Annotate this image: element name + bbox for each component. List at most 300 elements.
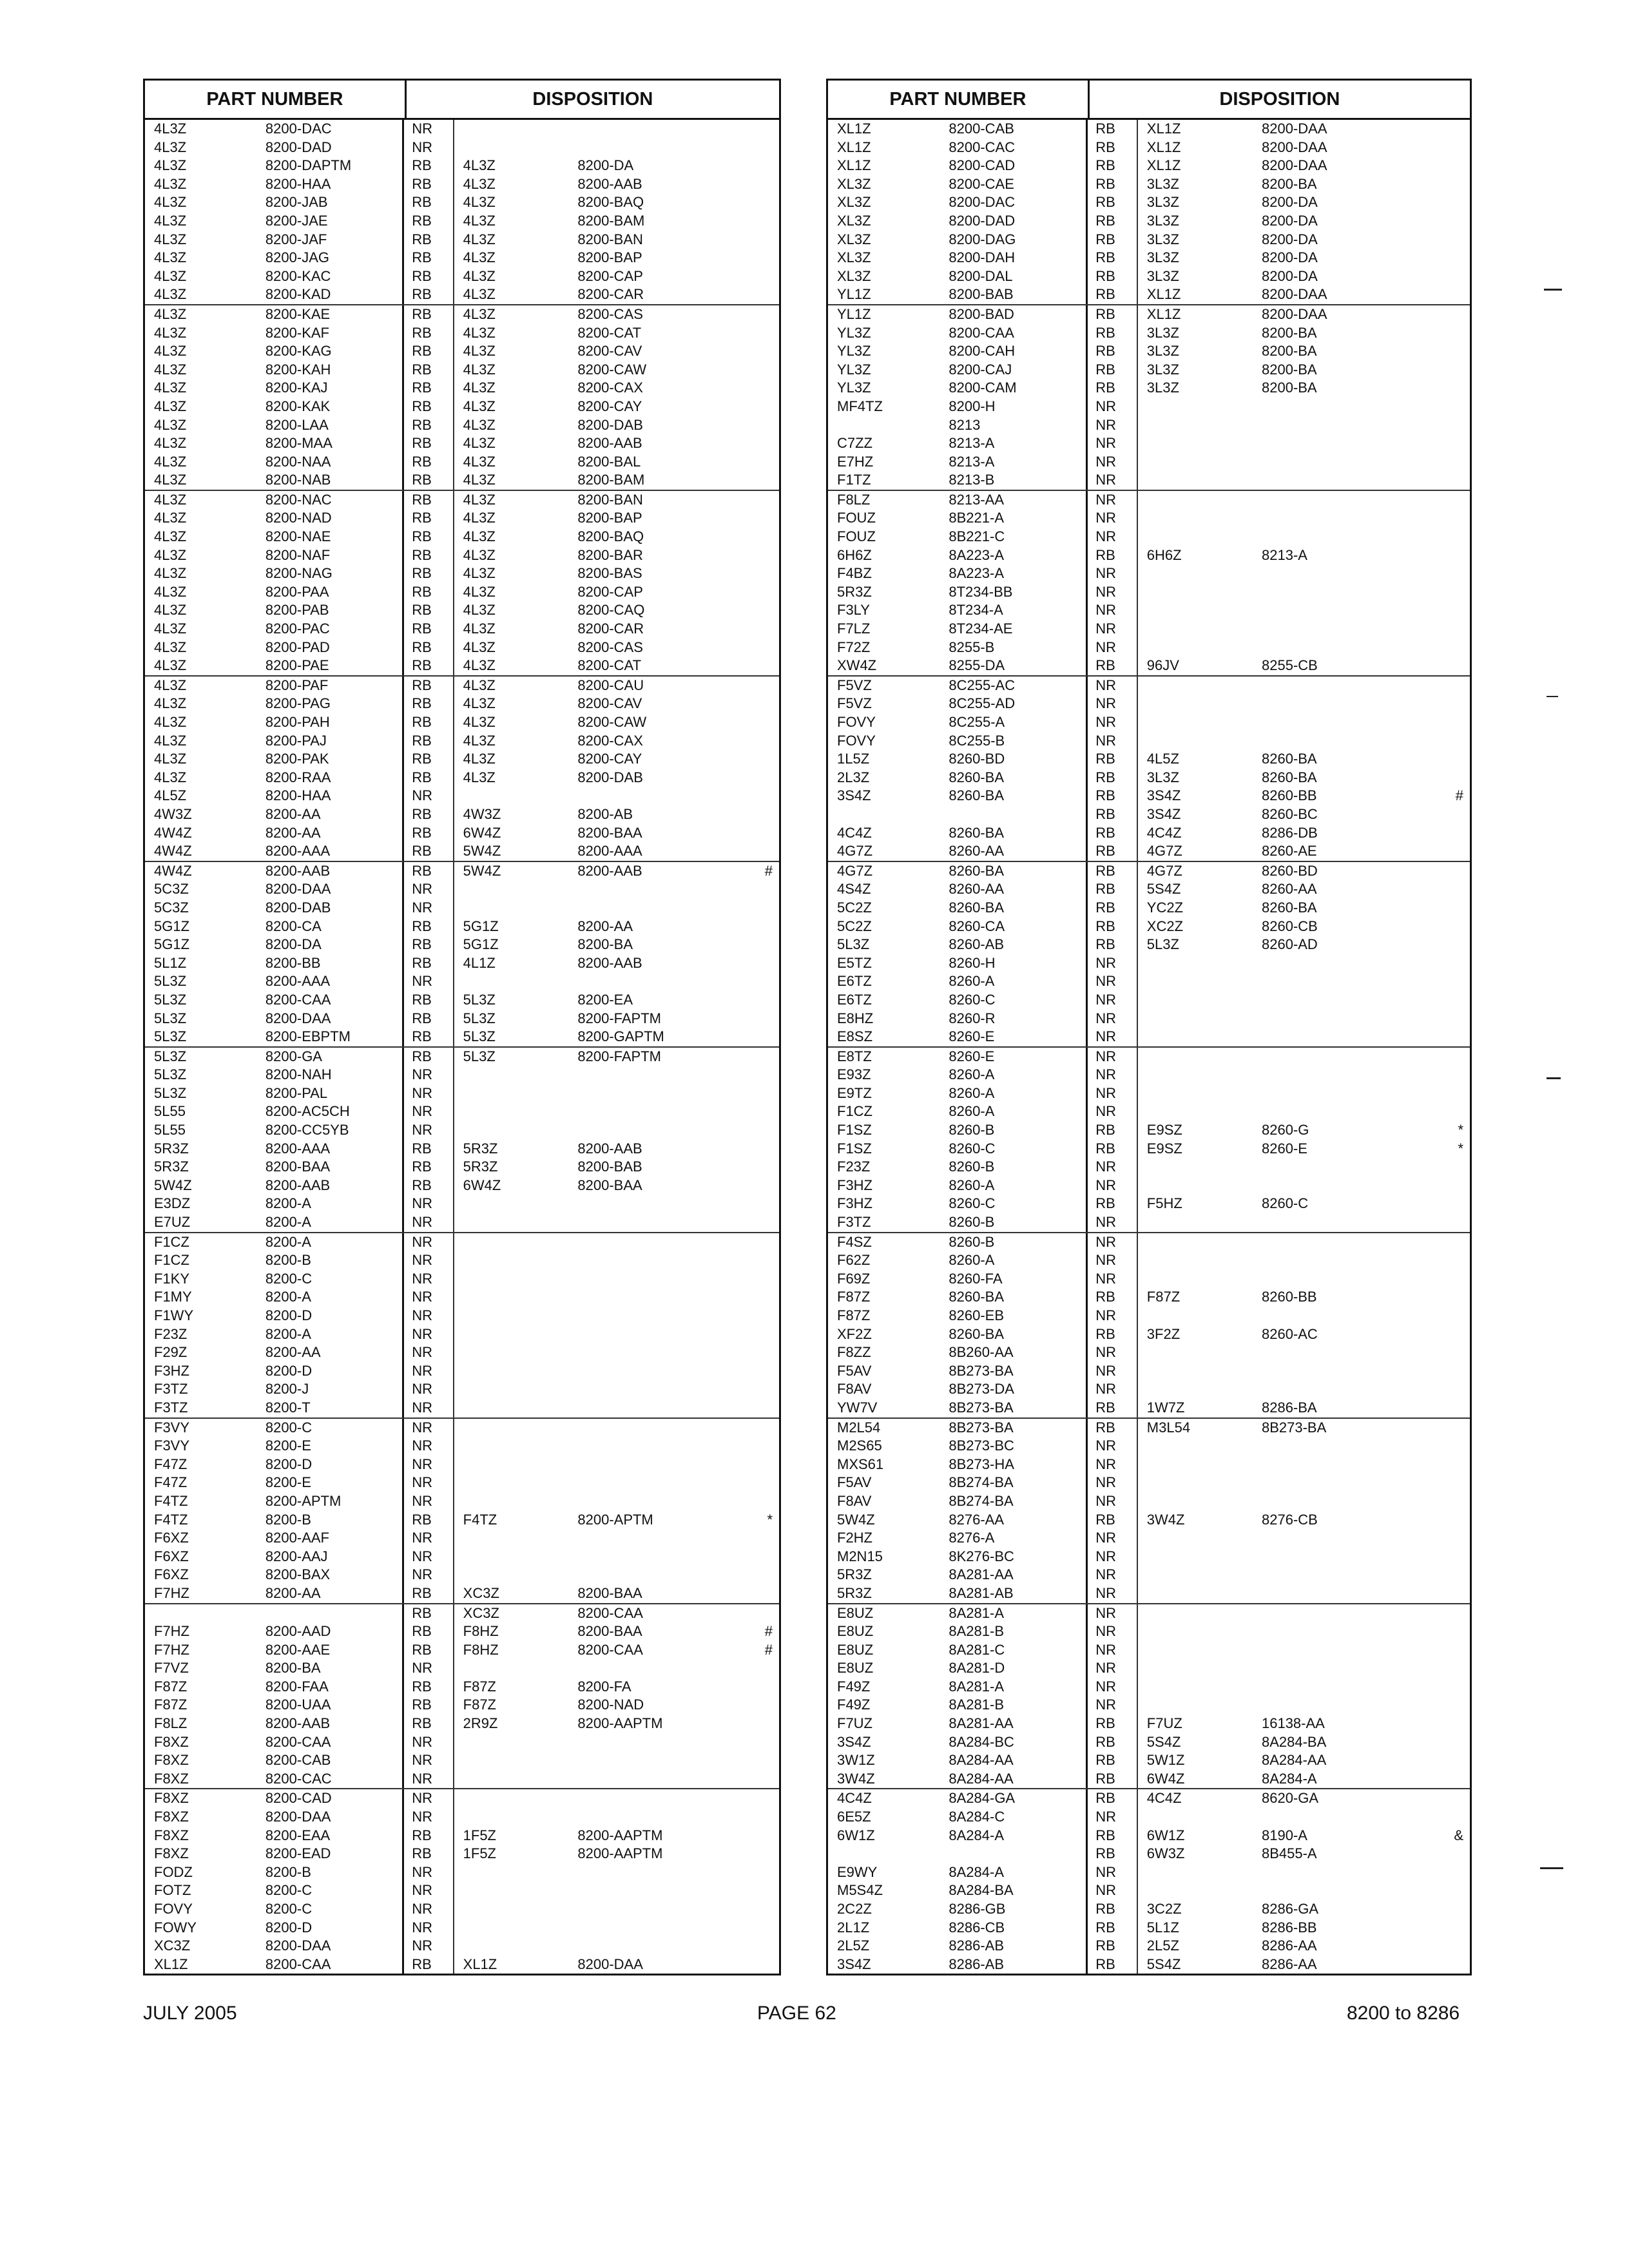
note-mark: *: [1458, 1122, 1464, 1139]
table-row: [828, 1028, 1470, 1046]
part-code: 8200-DAD: [949, 212, 1088, 231]
disposition-code: RB: [404, 285, 454, 304]
table-row: [828, 1827, 1470, 1845]
note-mark: [735, 1789, 779, 1808]
disposition-code: NR: [1088, 1307, 1138, 1325]
part-prefix: YL1Z: [837, 286, 871, 303]
disposition-code: NR: [1088, 1048, 1138, 1066]
part-code: 8T234-BB: [949, 583, 1088, 602]
table-row: [145, 1251, 779, 1270]
new-part-prefix: 3L3Z: [1146, 343, 1179, 360]
part-prefix: 4L3Z: [154, 769, 187, 785]
part-prefix: F87Z: [154, 1678, 188, 1695]
new-part-prefix: [454, 1770, 578, 1789]
table-row: [828, 1399, 1470, 1418]
row-group: [828, 304, 1470, 490]
new-part-code: [1262, 434, 1426, 453]
note-mark: [735, 1474, 779, 1492]
new-part-prefix: [454, 1121, 578, 1140]
disposition-code: NR: [404, 1659, 454, 1678]
disposition-code: RB: [1088, 285, 1138, 304]
note-mark: [1426, 1419, 1470, 1437]
new-part-prefix: [1138, 677, 1262, 695]
table-row: [828, 1529, 1470, 1548]
table-row: [828, 528, 1470, 546]
part-prefix: XC3Z: [154, 1937, 191, 1954]
new-part-code: 8286-AA: [1261, 1937, 1317, 1954]
disposition-code: NR: [1088, 1678, 1138, 1696]
new-part-code: [577, 1881, 735, 1900]
new-part-prefix: 4L3Z: [463, 732, 496, 749]
new-part-code: 8200-DA: [1261, 194, 1318, 211]
part-prefix: F5AV: [837, 1362, 872, 1379]
part-prefix: E9WY: [837, 1863, 878, 1880]
new-part-code: 8200-BAL: [577, 453, 641, 470]
table-row: [828, 564, 1470, 583]
disposition-code: NR: [1088, 1456, 1138, 1474]
note-mark: [735, 1066, 779, 1084]
note-mark: [1426, 713, 1470, 732]
note-mark: [735, 1343, 779, 1362]
new-part-code: [1262, 416, 1426, 435]
note-mark: [735, 1048, 779, 1066]
table-row: [828, 1195, 1470, 1213]
disposition-code: RB: [404, 954, 454, 973]
disposition-code: NR: [1088, 509, 1138, 528]
part-prefix: 6E5Z: [837, 1809, 871, 1825]
part-code: 8200-KAD: [265, 285, 404, 304]
new-part-prefix: 5L1Z: [1146, 1919, 1179, 1936]
note-mark: [1426, 1102, 1470, 1121]
part-code: 8200-PAF: [265, 677, 404, 695]
new-part-prefix: 3L3Z: [1146, 267, 1179, 284]
new-part-code: 8200-DAA: [1261, 120, 1327, 137]
disposition-code: NR: [1088, 1177, 1138, 1195]
table-row: [828, 1362, 1470, 1381]
new-part-prefix: [1138, 1213, 1262, 1232]
right-table-header: [828, 81, 1470, 120]
note-mark: [1426, 1251, 1470, 1270]
note-mark: [1426, 842, 1470, 861]
table-row: [828, 305, 1470, 324]
part-code: 8260-B: [949, 1233, 1088, 1252]
new-part-prefix: 3L3Z: [1146, 212, 1179, 229]
table-row: [828, 991, 1470, 1010]
table-row: [145, 546, 779, 565]
disposition-code: RB: [404, 267, 454, 286]
part-code: 8286-GB: [949, 1900, 1088, 1919]
part-code: 8T234-AE: [949, 620, 1088, 639]
part-prefix: 4L3Z: [154, 139, 187, 155]
new-part-prefix: 4G7Z: [1146, 862, 1182, 879]
new-part-code: 8200-BA: [1261, 324, 1317, 341]
part-prefix: 4L3Z: [154, 453, 187, 470]
part-prefix: F8AV: [837, 1492, 872, 1509]
new-part-code: 8200-DA: [1261, 231, 1318, 247]
new-part-prefix: 4W3Z: [463, 805, 501, 822]
note-mark: [735, 677, 779, 695]
table-row: [145, 1270, 779, 1289]
new-part-code: 8200-AA: [577, 918, 633, 934]
part-prefix: F1SZ: [837, 1140, 872, 1157]
part-prefix: F4TZ: [154, 1492, 188, 1509]
new-part-code: 8260-CB: [1261, 918, 1318, 934]
part-prefix: F49Z: [837, 1696, 871, 1713]
row-group: [828, 1232, 1470, 1418]
disposition-code: RB: [1088, 1715, 1138, 1733]
part-prefix: 5L3Z: [837, 936, 870, 953]
part-prefix: 4L3Z: [154, 175, 187, 192]
note-mark: [1426, 1437, 1470, 1456]
part-prefix: 5R3Z: [154, 1158, 189, 1175]
part-code: 8200-NAD: [265, 509, 404, 528]
part-code: 8276-AA: [949, 1511, 1088, 1530]
disposition-code: NR: [1088, 620, 1138, 639]
note-mark: [1426, 899, 1470, 918]
table-row: [145, 1770, 779, 1789]
note-mark: [735, 713, 779, 732]
new-part-prefix: 3L3Z: [1146, 324, 1179, 341]
disposition-code: RB: [404, 324, 454, 343]
disposition-code: RB: [404, 1641, 454, 1660]
note-mark: [1426, 1733, 1470, 1752]
new-part-code: [1262, 1492, 1426, 1511]
table-row: [145, 769, 779, 787]
note-mark: [735, 285, 779, 304]
table-row: [145, 267, 779, 286]
part-code: 8213-AA: [949, 491, 1088, 510]
part-code: 8200-JAG: [265, 249, 404, 267]
note-mark: [1426, 1474, 1470, 1492]
part-prefix: E8UZ: [837, 1641, 874, 1658]
disposition-code: RB: [404, 193, 454, 212]
disposition-code: RB: [1088, 880, 1138, 899]
table-row: [145, 1380, 779, 1399]
part-prefix: F8XZ: [154, 1752, 189, 1769]
part-prefix: F49Z: [837, 1678, 871, 1695]
part-code: 8200-CAM: [949, 379, 1088, 398]
part-prefix: F3HZ: [837, 1177, 872, 1193]
margin-mark: [1544, 289, 1562, 291]
table-row: [828, 1641, 1470, 1660]
note-mark: [1426, 1751, 1470, 1770]
disposition-code: NR: [404, 1751, 454, 1770]
new-part-code: [577, 1919, 735, 1937]
disposition-code: NR: [1088, 639, 1138, 657]
table-row: [145, 1937, 779, 1956]
note-mark: [1426, 305, 1470, 324]
new-part-code: 8200-CAX: [577, 380, 643, 396]
row-group: [145, 1788, 779, 1974]
new-part-code: 8286-BB: [1261, 1919, 1317, 1936]
new-part-code: [577, 1233, 735, 1252]
part-prefix: F1WY: [154, 1307, 194, 1323]
note-mark: [735, 120, 779, 139]
disposition-code: RB: [404, 936, 454, 954]
table-row: [145, 1325, 779, 1344]
new-part-code: [1262, 732, 1426, 751]
new-part-prefix: [1138, 1641, 1262, 1660]
note-mark: [1426, 434, 1470, 453]
row-group: [828, 1603, 1470, 1789]
disposition-code: RB: [1088, 267, 1138, 286]
new-part-code: [1262, 1251, 1426, 1270]
part-prefix: F87Z: [837, 1289, 871, 1305]
part-prefix: 4L3Z: [154, 120, 187, 137]
part-prefix: E6TZ: [837, 991, 872, 1008]
part-prefix: XL1Z: [837, 157, 871, 174]
new-part-code: [1262, 1863, 1426, 1882]
new-part-prefix: [454, 880, 578, 899]
new-part-prefix: 4L3Z: [463, 510, 496, 526]
table-row: [145, 787, 779, 805]
table-row: [145, 1437, 779, 1456]
new-part-prefix: 6W1Z: [1146, 1827, 1185, 1843]
new-part-prefix: [1138, 1808, 1262, 1827]
part-prefix: 5C2Z: [837, 918, 872, 934]
part-prefix: YL3Z: [837, 343, 871, 360]
part-prefix: XL3Z: [837, 194, 871, 211]
new-part-code: [1262, 528, 1426, 546]
part-prefix: 3S4Z: [837, 787, 871, 804]
new-part-prefix: F87Z: [1146, 1289, 1181, 1305]
new-part-code: [1262, 1066, 1426, 1084]
part-code: 8200-PAE: [265, 657, 404, 675]
disposition-code: RB: [404, 1956, 454, 1974]
table-row: [828, 880, 1470, 899]
new-part-code: 8213-A: [1261, 546, 1307, 563]
new-part-code: 8B273-BA: [1261, 1419, 1327, 1436]
note-mark: [735, 1751, 779, 1770]
new-part-code: 8260-BC: [1261, 805, 1318, 822]
new-part-prefix: 4L3Z: [463, 398, 496, 414]
note-mark: [735, 361, 779, 380]
disposition-code: NR: [404, 1288, 454, 1307]
disposition-code: RB: [404, 1604, 454, 1623]
part-code: 8200-DAG: [949, 231, 1088, 249]
new-part-code: [1262, 1622, 1426, 1641]
new-part-prefix: [454, 1937, 578, 1956]
disposition-code: NR: [404, 1566, 454, 1584]
table-row: [828, 713, 1470, 732]
table-row: [828, 732, 1470, 751]
new-part-prefix: [454, 1659, 578, 1678]
part-code: 8A284-A: [949, 1827, 1088, 1845]
new-part-code: 8200-FAPTM: [577, 1010, 661, 1026]
disposition-code: RB: [404, 305, 454, 324]
note-mark: [1426, 1584, 1470, 1603]
new-part-prefix: [454, 1751, 578, 1770]
new-part-prefix: [1138, 1343, 1262, 1362]
new-part-code: 8200-BAQ: [577, 528, 644, 545]
new-part-prefix: 4L3Z: [463, 639, 496, 655]
part-prefix: F62Z: [837, 1252, 871, 1269]
part-prefix: E7UZ: [154, 1214, 191, 1231]
disposition-code: RB: [404, 1622, 454, 1641]
part-code: 8200-B: [265, 1251, 404, 1270]
note-mark: [735, 1492, 779, 1511]
new-part-prefix: [1138, 1380, 1262, 1399]
note-mark: [735, 1084, 779, 1103]
part-prefix: 5L3Z: [154, 1066, 187, 1083]
part-prefix: 5W4Z: [154, 1177, 192, 1193]
new-part-code: 8260-G: [1261, 1122, 1309, 1139]
disposition-code: NR: [404, 1863, 454, 1882]
note-mark: [1426, 1863, 1470, 1882]
new-part-prefix: [1138, 1863, 1262, 1882]
new-part-code: [577, 1529, 735, 1548]
part-code: 8200-CAA: [265, 1956, 404, 1974]
new-part-code: 8200-AAB: [577, 862, 642, 879]
part-code: 8A284-BA: [949, 1881, 1088, 1900]
part-prefix: F1CZ: [154, 1252, 189, 1269]
disposition-code: RB: [404, 657, 454, 675]
note-mark: [1426, 120, 1470, 139]
disposition-code: RB: [1088, 1195, 1138, 1213]
note-mark: [1426, 528, 1470, 546]
part-code: 8200-PAH: [265, 713, 404, 732]
disposition-code: NR: [404, 1102, 454, 1121]
new-part-code: 8A284-A: [1261, 1770, 1317, 1787]
new-part-code: [1262, 991, 1426, 1010]
new-part-prefix: [1138, 1678, 1262, 1696]
new-part-code: [1262, 1659, 1426, 1678]
note-mark: [1426, 1659, 1470, 1678]
table-row: [828, 212, 1470, 231]
table-row: [828, 1140, 1470, 1158]
disposition-code: RB: [404, 695, 454, 713]
table-row: [145, 657, 779, 675]
part-code: 8200-DAA: [265, 1808, 404, 1827]
new-part-prefix: 4L3Z: [463, 361, 496, 378]
new-part-code: [1262, 713, 1426, 732]
new-part-code: 8200-BA: [577, 936, 633, 953]
table-row: [828, 453, 1470, 472]
disposition-code: RB: [404, 434, 454, 453]
table-row: [145, 899, 779, 918]
table-row: [828, 434, 1470, 453]
new-part-prefix: 4L3Z: [463, 714, 496, 730]
new-part-code: [1262, 695, 1426, 713]
new-part-prefix: [1138, 434, 1262, 453]
new-part-code: 8286-BA: [1261, 1399, 1317, 1416]
part-code: 8260-BD: [949, 750, 1088, 769]
disposition-code: RB: [404, 1158, 454, 1177]
new-part-code: 8200-CAR: [577, 286, 644, 303]
new-part-prefix: 4L3Z: [463, 602, 496, 619]
new-part-prefix: 4L3Z: [463, 657, 496, 674]
disposition-code: NR: [1088, 1604, 1138, 1623]
part-prefix: F8ZZ: [837, 1344, 871, 1361]
table-row: [145, 1548, 779, 1566]
note-mark: [1426, 639, 1470, 657]
note-mark: [1426, 1399, 1470, 1418]
disposition-code: NR: [404, 1380, 454, 1399]
disposition-code: NR: [404, 1808, 454, 1827]
part-prefix: 5G1Z: [154, 918, 190, 934]
table-row: [828, 157, 1470, 175]
new-part-code: [577, 1566, 735, 1584]
part-code: 8200-CAE: [949, 175, 1088, 194]
part-prefix: 4L3Z: [154, 435, 187, 452]
new-part-prefix: 6W4Z: [1146, 1770, 1185, 1787]
part-prefix: 2L3Z: [837, 769, 870, 785]
part-code: 8200-A: [265, 1233, 404, 1252]
new-part-code: [1262, 1604, 1426, 1623]
table-row: [828, 1659, 1470, 1678]
disposition-code: RB: [404, 379, 454, 398]
table-row: [828, 1808, 1470, 1827]
part-prefix: 4W4Z: [154, 824, 192, 841]
new-part-prefix: [1138, 1233, 1262, 1252]
part-prefix: 5L3Z: [154, 1010, 187, 1026]
disposition-code: RB: [1088, 120, 1138, 139]
part-code: 8A281-B: [949, 1622, 1088, 1641]
part-prefix: 4L3Z: [154, 305, 187, 322]
part-prefix: 4L3Z: [154, 620, 187, 637]
part-code: 8200-NAA: [265, 453, 404, 472]
new-part-code: 8A284-BA: [1261, 1733, 1327, 1750]
part-code: 8200-JAB: [265, 193, 404, 212]
part-code: 8200-AA: [265, 824, 404, 843]
part-code: 8200-PAB: [265, 601, 404, 620]
note-mark: [1426, 601, 1470, 620]
part-prefix: 4L3Z: [154, 565, 187, 582]
table-row: [828, 787, 1470, 805]
disposition-code: RB: [1088, 175, 1138, 194]
table-row: [828, 918, 1470, 936]
new-part-prefix: [454, 1863, 578, 1882]
new-part-prefix: 2R9Z: [463, 1715, 498, 1732]
part-code: 8200-BA: [265, 1659, 404, 1678]
note-mark: [735, 732, 779, 751]
part-prefix: E9TZ: [837, 1084, 872, 1101]
new-part-code: [577, 1084, 735, 1103]
new-part-code: 8260-BB: [1261, 787, 1317, 804]
disposition-code: RB: [404, 528, 454, 546]
table-row: [828, 1881, 1470, 1900]
note-mark: #: [1455, 787, 1464, 804]
part-prefix: F5VZ: [837, 677, 872, 693]
new-part-code: 8200-CAW: [577, 714, 647, 730]
part-code: 8200-NAH: [265, 1066, 404, 1084]
note-mark: [1426, 267, 1470, 286]
new-part-prefix: [1138, 398, 1262, 416]
disposition-code: NR: [1088, 1028, 1138, 1046]
part-code: 8213: [949, 416, 1088, 435]
new-part-code: 8200-DA: [1261, 212, 1318, 229]
table-row: [828, 1010, 1470, 1028]
table-row: [145, 1733, 779, 1752]
part-code: 8260-BA: [949, 824, 1088, 843]
part-code: 8200-AC5CH: [265, 1102, 404, 1121]
part-prefix: 4L3Z: [154, 657, 187, 674]
note-mark: [1426, 1881, 1470, 1900]
table-row: [828, 842, 1470, 861]
table-row: [145, 509, 779, 528]
part-prefix: FOTZ: [154, 1882, 191, 1899]
new-part-code: 8200-CAU: [577, 677, 644, 693]
part-prefix: F1CZ: [837, 1103, 872, 1120]
new-part-code: [1262, 1380, 1426, 1399]
table-row: [145, 1177, 779, 1195]
row-group: [145, 1603, 779, 1789]
note-mark: [735, 1604, 779, 1623]
note-mark: [735, 1827, 779, 1845]
new-part-code: 8200-CAP: [577, 583, 643, 600]
new-part-code: 8200-BAP: [577, 510, 642, 526]
note-mark: [1426, 509, 1470, 528]
